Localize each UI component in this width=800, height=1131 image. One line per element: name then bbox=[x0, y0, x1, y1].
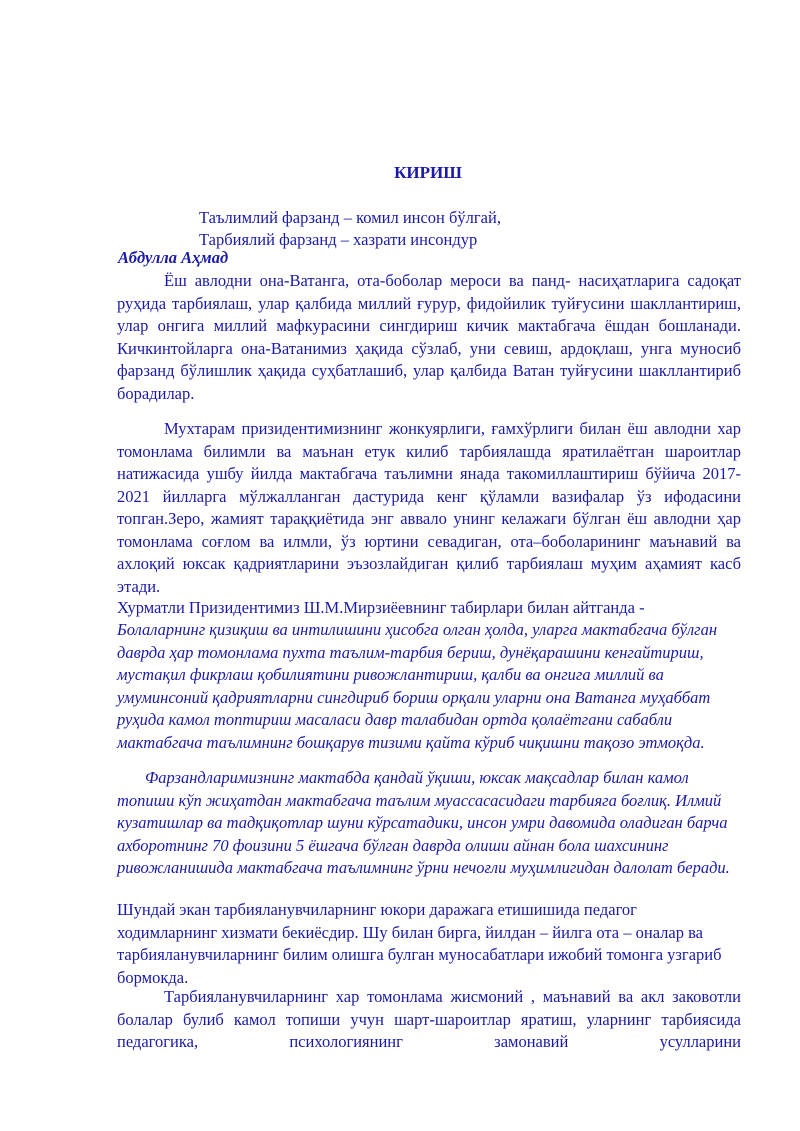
paragraph-1: Ёш авлодни она-Ватанга, ота-боболар мероси ва панд- насиҳатларига садоқат руҳида тарбиялаш, улар қалбида миллий ғурур, фидойилик туйғусини шакллантириш, улар онгига миллий мафкурасини сингдириш кичик мактабгача ёшдан бошланади. Кичкинтойларга она-Ватанимиз ҳақида сўзлаб, уни севиш, ардоқлаш, унга муносиб фарзанд бўлишлик ҳақида суҳбатлашиб, улар қалбида Ватан туйғусини шакллантириб борадилар. bbox=[117, 271, 741, 403]
epigraph-author: Абдулла Аҳмад bbox=[118, 248, 229, 267]
paragraph-3-lead: Хурматли Призидентимиз Ш.М.Мирзиёевнинг табирлари билан айтганда - bbox=[117, 598, 645, 617]
paragraph-5: Шундай экан тарбияланувчиларнинг юкори даражага етишишида педагог ходимларнинг хизмати бекиёсдир. Шу билан бирга, йилдан – йилга ота – оналар ва тарбияланувчиларнинг билим олишга булган муносабатлари ижобий томонга узгариб бормокда. bbox=[117, 900, 722, 987]
paragraph-6: Тарбияланувчиларнинг хар томонлама жисмоний , маънавий ва акл заковотли болалар булиб камол топиши учун шарт-шароитлар яратиш, уларнинг тарбиясида педагогика, психологиянинг замонавий усулларини bbox=[117, 987, 741, 1051]
epigraph-line-1: Таълимлий фарзанд – комил инсон бўлгай, bbox=[199, 208, 501, 227]
epigraph-line-2: Тарбиялий фарзанд – хазрати инсондур bbox=[199, 230, 478, 249]
paragraph-3-quote: Болаларнинг қизиқиш ва интилишини ҳисобга олган ҳолда, уларга мактабгача бўлган даврда ҳар томонлама пухта таълим-тарбия бериш, дунёқарашини кенгайтириш, мустақил фикрлаш қобилиятини ривожлантириш, қалби ва онгига миллий ва умуминсоний қадриятларни сингдириб бориш орқали уларни она Ватанга муҳаббат руҳида камол топтириш масаласи давр талабидан ортда қолаётгани сабабли мактабгача таълимнинг бошқарув тизими қайта кўриб чиқишни тақозо этмоқда. bbox=[117, 620, 718, 752]
paragraph-4: Фарзандларимизнинг мактабда қандай ўқиши, юксак мақсадлар билан камол топиши кўп жиҳатдан мактабгача таълим муассасасидаги тарбияга боғлиқ. Илмий кузатишлар ва тадқиқотлар шуни кўрсатадики, инсон умри давомида оладиган барча ахборотнинг 70 фоизини 5 ёшгача бўлган даврда олиши айнан бола шахсининг ривожланишида мактабгача таълимнинг ўрни нечоғли муҳимлигидан далолат беради. bbox=[117, 768, 730, 877]
paragraph-2: Мухтарам призидентимизнинг жонкуярлиги, ғамхўрлиги билан ёш авлодни хар томонлама билимли ва маънан етук килиб тарбиялашда яратилаётган шароитлар натижасида ушбу йилда мактабгача таълимни янада такомиллаштириш бўйича 2017-2021 йилларга мўлжалланган дастурида кенг қўламли вазифалар ўз ифодасини топган.Зеро, жамият тараққиётида энг аввало унинг келажаги бўлган ёш авлодни ҳар томонлама соғлом ва илмли, ўз юртини севадиган, ота–боболарининг маънавий ва ахлоқий юксак қадриятларини эъзозлайдиган қилиб тарбиялаш муҳим аҳамият касб этади. bbox=[117, 419, 741, 596]
page-title: КИРИШ bbox=[394, 163, 462, 182]
